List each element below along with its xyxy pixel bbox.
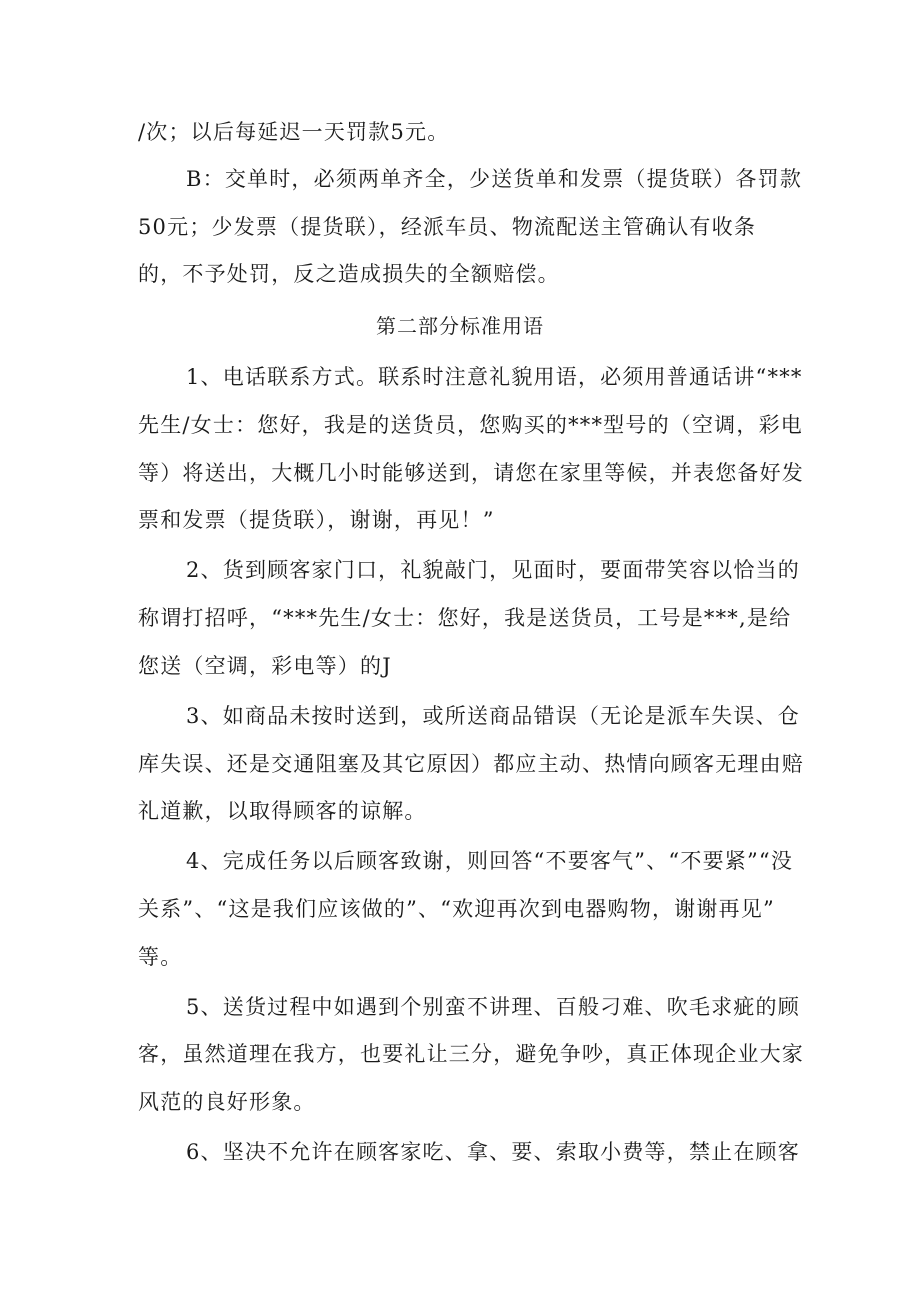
- text-line: 3、如商品未按时送到，或所送商品错误（无论是派车失误、仓: [186, 704, 800, 728]
- text-line: 您送（空调，彩电等）的J: [138, 654, 392, 678]
- text-line: 2、货到顾客家门口，礼貌敲门，见面时，要面带笑容以恰当的: [186, 558, 800, 582]
- text-line: 客，虽然道理在我方，也要礼让三分，避免争吵，真正体现企业大家: [138, 1042, 804, 1066]
- text-line: 票和发票（提货联），谢谢，再见！”: [138, 508, 495, 532]
- text-line: 库失误、还是交通阻塞及其它原因）都应主动、热情向顾客无理由赔: [138, 752, 804, 776]
- text-line: 风范的良好形象。: [138, 1090, 316, 1114]
- text-line: 50元；少发票（提货联），经派车员、物流配送主管确认有收条: [138, 215, 757, 239]
- text-line: 先生/女士：您好，我是的送货员，您购买的***型号的（空调，彩电: [138, 413, 803, 437]
- text-line: 4、完成任务以后顾客致谢，则回答“不要客气”、“不要紧”“没: [186, 849, 794, 873]
- text-line: B：交单时，必须两单齐全，少送货单和发票（提货联）各罚款: [186, 167, 803, 191]
- text-line: 5、送货过程中如遇到个别蛮不讲理、百般刁难、吹毛求疵的顾: [186, 995, 800, 1019]
- text-line: 称谓打招呼，“***先生/女士：您好，我是送货员，工号是***,是给: [138, 606, 792, 630]
- text-line: 的，不予处罚，反之造成损失的全额赔偿。: [138, 262, 560, 286]
- text-line: 1、电话联系方式。联系时注意礼貌用语，必须用普通话讲“***: [186, 365, 803, 389]
- text-line: 关系”、“这是我们应该做的”、“欢迎再次到电器购物，谢谢再见”: [138, 897, 775, 921]
- section-heading: 第二部分标准用语: [376, 314, 544, 338]
- text-line: 等。: [138, 945, 183, 969]
- text-line: 等）将送出，大概几小时能够送到，请您在家里等候，并表您备好发: [138, 461, 804, 485]
- text-line: /次；以后每延迟一天罚款5元。: [138, 120, 450, 144]
- text-line: 6、坚决不允许在顾客家吃、拿、要、索取小费等，禁止在顾客: [186, 1140, 800, 1164]
- text-line: 礼道歉，以取得顾客的谅解。: [138, 799, 427, 823]
